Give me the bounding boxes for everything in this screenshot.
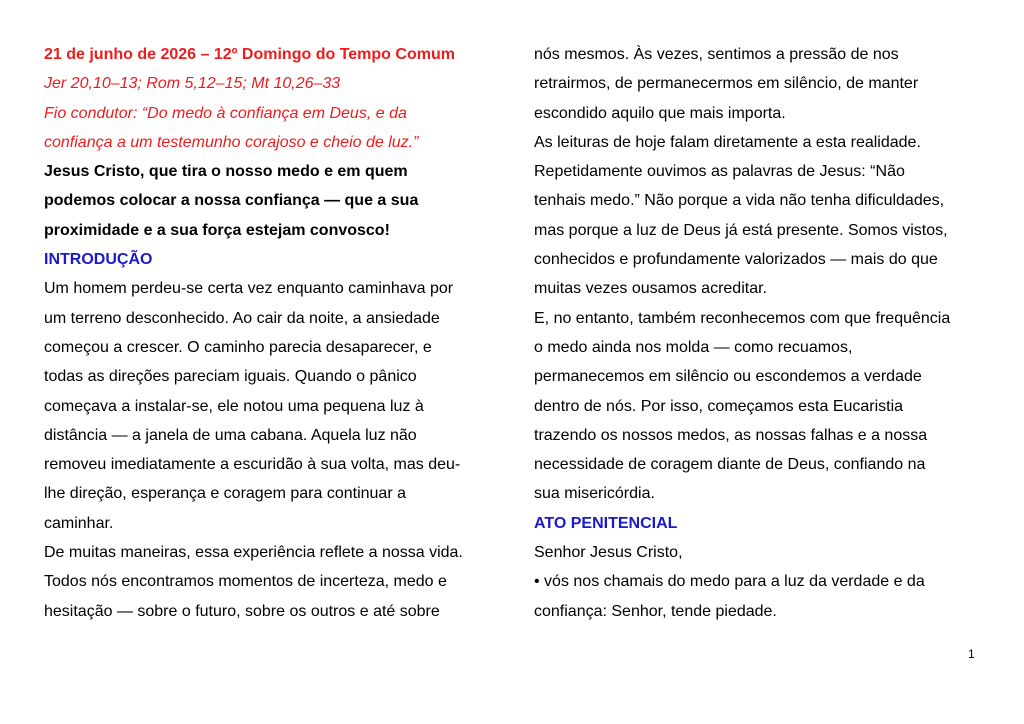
- page-number: 1: [968, 647, 975, 661]
- body-line: muitas vezes ousamos acreditar.: [534, 280, 767, 298]
- body-line: um terreno desconhecido. Ao cair da noite, a ansiedade: [44, 309, 440, 327]
- body-line: escondido aquilo que mais importa.: [534, 104, 786, 122]
- intro-heading: INTRODUÇÃO: [44, 251, 153, 269]
- body-line: As leituras de hoje falam diretamente a esta realidade.: [534, 133, 921, 151]
- body-line: Um homem perdeu-se certa vez enquanto caminhava por: [44, 280, 454, 298]
- thread-line: confiança a um testemunho corajoso e cheio de luz.”: [44, 133, 419, 151]
- body-line: trazendo os nossos medos, as nossas falhas e a nossa: [534, 426, 928, 444]
- body-line: mas porque a luz de Deus já está presente. Somos vistos,: [534, 221, 948, 239]
- penitential-line: confiança: Senhor, tende piedade.: [534, 602, 777, 620]
- thread-line: Fio condutor: “Do medo à confiança em Deus, e da: [44, 104, 407, 122]
- left-column: [44, 40, 496, 626]
- penitential-line: Senhor Jesus Cristo,: [534, 544, 683, 562]
- penitential-line: • vós nos chamais do medo para a luz da verdade e da: [534, 573, 925, 591]
- penitential-heading: ATO PENITENCIAL: [534, 514, 678, 532]
- body-line: distância — a janela de uma cabana. Aquela luz não: [44, 426, 417, 444]
- body-line: conhecidos e profundamente valorizados — mais do que: [534, 251, 938, 269]
- readings-reference: Jer 20,10–13; Rom 5,12–15; Mt 10,26–33: [44, 75, 341, 93]
- body-line: De muitas maneiras, essa experiência reflete a nossa vida.: [44, 544, 463, 562]
- body-line: removeu imediatamente a escuridão à sua volta, mas deu-: [44, 456, 461, 474]
- body-line: lhe direção, esperança e coragem para continuar a: [44, 485, 406, 503]
- body-line: hesitação — sobre o futuro, sobre os outros e até sobre: [44, 602, 440, 620]
- greeting-line: Jesus Cristo, que tira o nosso medo e em quem: [44, 163, 408, 181]
- body-line: retrairmos, de permanecermos em silêncio, de manter: [534, 75, 919, 93]
- body-line: permanecemos em silêncio ou escondemos a verdade: [534, 368, 922, 386]
- body-line: tenhais medo.” Não porque a vida não tenha dificuldades,: [534, 192, 945, 210]
- right-column: [534, 40, 984, 626]
- greeting-line: proximidade e a sua força estejam convosco!: [44, 221, 390, 239]
- greeting-line: podemos colocar a nossa confiança — que a sua: [44, 192, 419, 210]
- date-heading: 21 de junho de 2026 – 12º Domingo do Tempo Comum: [44, 46, 455, 63]
- body-line: Repetidamente ouvimos as palavras de Jesus: “Não: [534, 163, 905, 181]
- body-line: começava a instalar-se, ele notou uma pequena luz à: [44, 397, 424, 415]
- body-line: Todos nós encontramos momentos de incerteza, medo e: [44, 573, 447, 591]
- body-line: sua misericórdia.: [534, 485, 655, 503]
- body-line: todas as direções pareciam iguais. Quando o pânico: [44, 368, 417, 386]
- body-line: caminhar.: [44, 514, 114, 532]
- body-line: necessidade de coragem diante de Deus, confiando na: [534, 456, 926, 474]
- body-line: nós mesmos. Às vezes, sentimos a pressão de nos: [534, 46, 899, 63]
- body-line: dentro de nós. Por isso, começamos esta Eucaristia: [534, 397, 904, 415]
- body-line: começou a crescer. O caminho parecia desaparecer, e: [44, 338, 432, 356]
- body-line: E, no entanto, também reconhecemos com que frequência: [534, 309, 951, 327]
- body-line: o medo ainda nos molda — como recuamos,: [534, 338, 853, 356]
